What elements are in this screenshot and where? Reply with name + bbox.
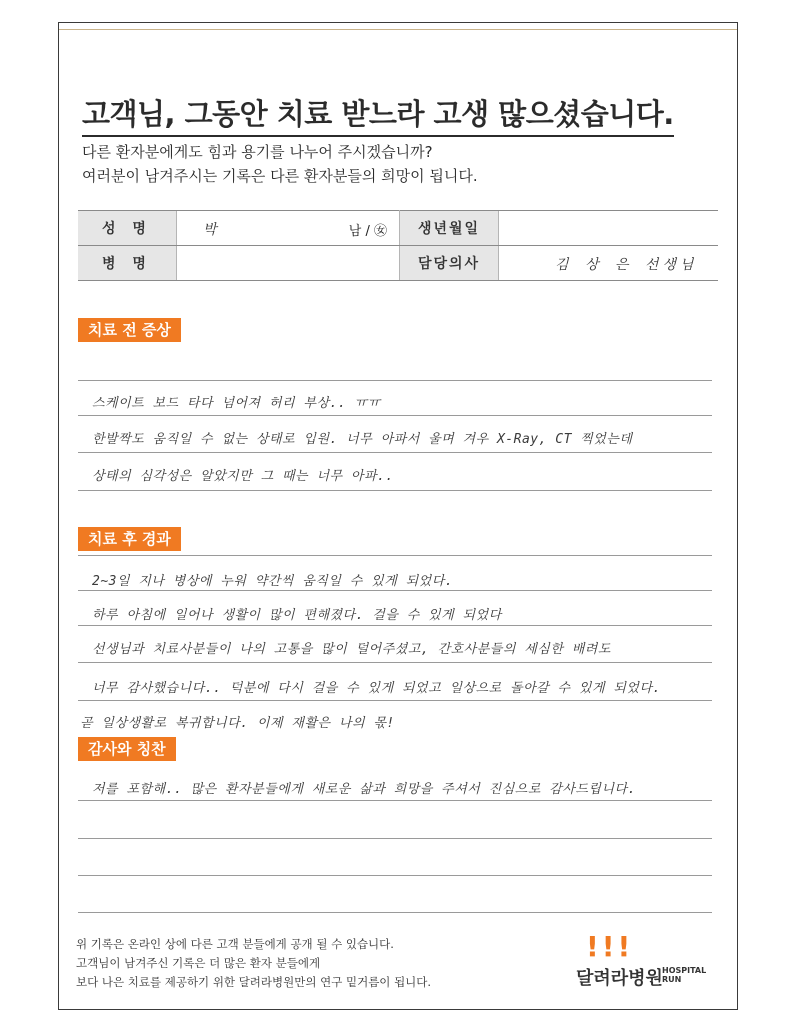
- page-title: 고객님, 그동안 치료 받느라 고생 많으셨습니다.: [82, 92, 674, 137]
- gender-value: 남 / ㊛: [348, 224, 387, 239]
- writing-line: [78, 555, 712, 556]
- writing-line: [78, 380, 712, 381]
- writing-line: [78, 838, 712, 839]
- name-field[interactable]: [177, 211, 400, 246]
- info-row: [78, 211, 718, 246]
- writing-line: [78, 590, 712, 591]
- birth-field[interactable]: [499, 211, 719, 246]
- before-line-1: 스케이트 보드 타다 넘어져 허리 부상.. ㅠㅠ: [92, 396, 381, 411]
- before-line-3: 상태의 심각성은 알았지만 그 때는 너무 아파..: [92, 469, 394, 484]
- doctor-label: 담당의사: [400, 246, 499, 281]
- writing-line: [78, 415, 712, 416]
- section-thanks-label: 감사와 칭찬: [78, 737, 176, 761]
- disease-label: 병 명: [78, 246, 177, 281]
- thanks-line-1: 저를 포함해.. 많은 환자분들에게 새로운 삶과 희망을 주셔서 진심으로 감사드립니다.: [92, 782, 636, 797]
- logo-name: 달려라병원: [576, 968, 663, 989]
- after-line-3: 선생님과 치료사분들이 나의 고통을 많이 덜어주셨고, 간호사분들의 세심한 배려도: [92, 642, 611, 657]
- info-row: [78, 246, 718, 281]
- writing-line: [78, 662, 712, 663]
- writing-line: [78, 452, 712, 453]
- patient-info-table: [78, 210, 718, 281]
- footer-line: 위 기록은 온라인 상에 다른 고객 분들에게 공개 될 수 있습니다.: [76, 937, 394, 951]
- name-value: 박: [203, 222, 217, 238]
- name-label: 성 명: [78, 211, 177, 246]
- logo-mark: !!!: [586, 930, 634, 963]
- writing-line: [78, 490, 712, 491]
- doctor-value: 김 상 은 선생님: [555, 257, 698, 273]
- hospital-logo: [576, 932, 716, 998]
- logo-english: [662, 966, 706, 984]
- footer-notice: [76, 935, 431, 992]
- logo-en-line: HOSPITAL: [662, 966, 707, 975]
- section-after-label: 치료 후 경과: [78, 527, 181, 551]
- intro-line: 여러분이 남겨주시는 기록은 다른 환자분들의 희망이 됩니다.: [82, 167, 478, 185]
- after-line-1: 2~3일 지나 병상에 누워 약간씩 움직일 수 있게 되었다.: [92, 574, 454, 589]
- before-line-2: 한발짝도 움직일 수 없는 상태로 입원. 너무 아파서 울며 겨우 X-Ray, CT 찍었는데: [92, 432, 633, 447]
- writing-line: [78, 625, 712, 626]
- writing-line: [78, 912, 712, 913]
- footer-line: 고객님이 남겨주신 기록은 더 많은 환자 분들에게: [76, 956, 321, 970]
- writing-line: [78, 700, 712, 701]
- after-line-5: 곧 일상생활로 복귀합니다. 이제 재활은 나의 몫!: [80, 716, 395, 731]
- writing-line: [78, 800, 712, 801]
- intro-line: 다른 환자분에게도 힘과 용기를 나누어 주시겠습니까?: [82, 143, 433, 161]
- doctor-field[interactable]: [499, 246, 719, 281]
- disease-field[interactable]: [177, 246, 400, 281]
- section-before-label: 치료 전 증상: [78, 318, 181, 342]
- logo-en-line: RUN: [662, 975, 682, 984]
- birth-label: 생년월일: [400, 211, 499, 246]
- after-line-4: 너무 감사했습니다.. 덕분에 다시 걸을 수 있게 되었고 일상으로 돌아갈 수 있게 되었다.: [92, 681, 661, 696]
- footer-line: 보다 나은 치료를 제공하기 위한 달려라병원만의 연구 밑거름이 됩니다.: [76, 975, 432, 989]
- after-line-2: 하루 아침에 일어나 생활이 많이 편해졌다. 걸을 수 있게 되었다: [92, 608, 502, 623]
- writing-line: [78, 875, 712, 876]
- top-rule: [59, 29, 737, 30]
- intro-text: [82, 140, 478, 188]
